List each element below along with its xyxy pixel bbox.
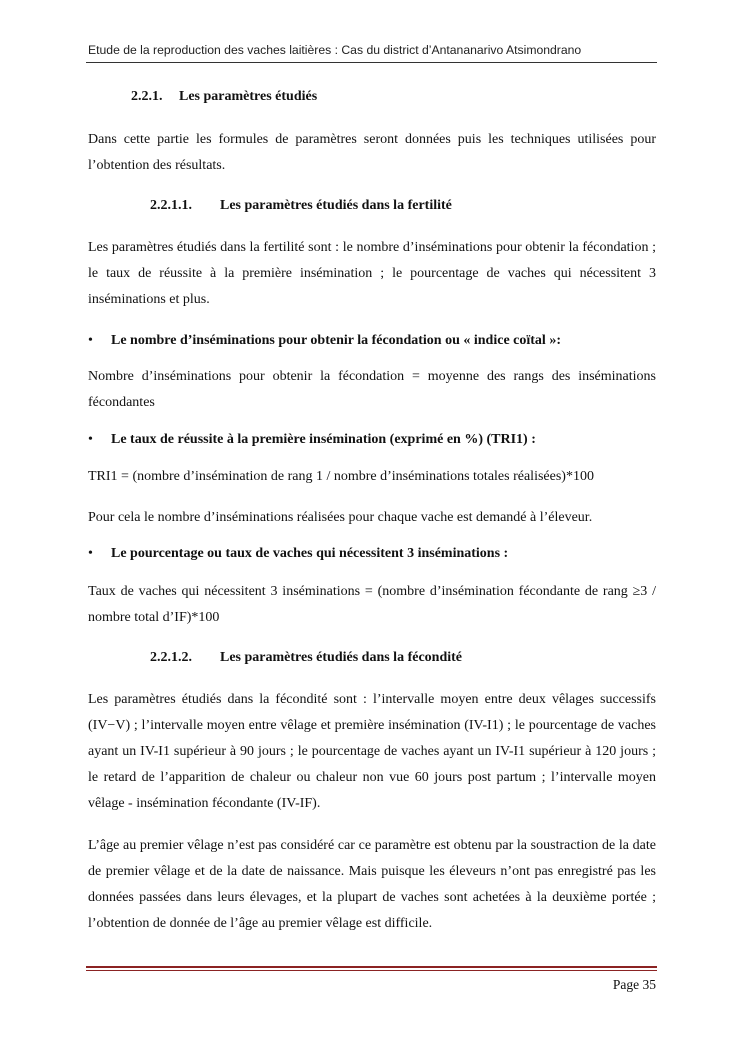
section-number: 2.2.1.2. bbox=[150, 650, 192, 665]
section-title: Les paramètres étudiés dans la fécondité bbox=[220, 650, 462, 665]
bullet-item-three-inseminations bbox=[88, 546, 508, 562]
section-number: 2.2.1.1. bbox=[150, 198, 192, 213]
bullet-text: Le pourcentage ou taux de vaches qui nécessitent 3 inséminations : bbox=[111, 546, 509, 561]
section-number: 2.2.1. bbox=[131, 89, 163, 104]
footer-divider-thin bbox=[86, 970, 657, 971]
header-divider bbox=[86, 62, 657, 63]
bullet-item-indice-coital bbox=[88, 333, 561, 349]
section-title: Les paramètres étudiés bbox=[179, 89, 318, 104]
age-paragraph: L’âge au premier vêlage n’est pas considéré car ce paramètre est obtenu par la soustraction de la date de premier vêlage et de la date de naissance. Mais puisque les éleveurs n’ont pas enregistré pas les données passées dans leurs élevages, et la plupart de vaches sont achetées à la deuxième portée ; l’obtention de donnée de l’âge au premier vêlage est difficile. bbox=[88, 838, 656, 931]
bullet-icon: • bbox=[88, 333, 93, 348]
page-number: Page 35 bbox=[612, 977, 656, 992]
note-tri1: Pour cela le nombre d’inséminations réalisées pour chaque vache est demandé à l’éleveur. bbox=[88, 510, 593, 525]
section-heading-2-2-1-1 bbox=[150, 198, 452, 214]
fecundity-paragraph: Les paramètres étudiés dans la fécondité sont : l’intervalle moyen entre deux vêlages successifs (IV−V) ; l’intervalle moyen entre vêlage et première insémination (IV-I1) ; le pourcentage de vaches ayant un IV-I1 supérieur à 90 jours ; le pourcentage de vaches ayant un IV-I1 supérieur à 120 jours ; le retard de l’apparition de chaleur ou chaleur non vue 60 jours post partum ; l’intervalle moyen vêlage - insémination fécondante (IV-IF). bbox=[88, 692, 656, 811]
intro-paragraph: Dans cette partie les formules de paramètres seront données puis les techniques utilisées pour l’obtention des résultats. bbox=[88, 132, 656, 173]
footer-divider bbox=[86, 966, 657, 968]
section-heading-2-2-1 bbox=[131, 89, 317, 105]
formula-indice-coital: Nombre d’inséminations pour obtenir la fécondation = moyenne des rangs des inséminations fécondantes bbox=[88, 369, 656, 410]
section-heading-2-2-1-2 bbox=[150, 650, 462, 666]
formula-tri1: TRI1 = (nombre d’insémination de rang 1 / nombre d’inséminations totales réalisées)*100 bbox=[88, 469, 594, 484]
bullet-icon: • bbox=[88, 546, 93, 561]
bullet-text: Le taux de réussite à la première insémination (exprimé en %) (TRI1) : bbox=[111, 432, 536, 447]
section-title: Les paramètres étudiés dans la fertilité bbox=[220, 198, 452, 213]
bullet-item-tri1 bbox=[88, 432, 536, 448]
bullet-icon: • bbox=[88, 432, 93, 447]
running-header: Etude de la reproduction des vaches laitières : Cas du district d’Antananarivo Atsimondrano bbox=[88, 43, 582, 57]
bullet-text: Le nombre d’inséminations pour obtenir la fécondation ou « indice coïtal »: bbox=[111, 333, 561, 348]
fertility-paragraph: Les paramètres étudiés dans la fertilité sont : le nombre d’inséminations pour obtenir la fécondation ; le taux de réussite à la première insémination ; le pourcentage de vaches qui nécessitent 3 inséminations et plus. bbox=[88, 240, 656, 307]
formula-three-inseminations: Taux de vaches qui nécessitent 3 inséminations = (nombre d’insémination fécondante de rang ≥3 / nombre total d’IF)*100 bbox=[88, 584, 656, 625]
